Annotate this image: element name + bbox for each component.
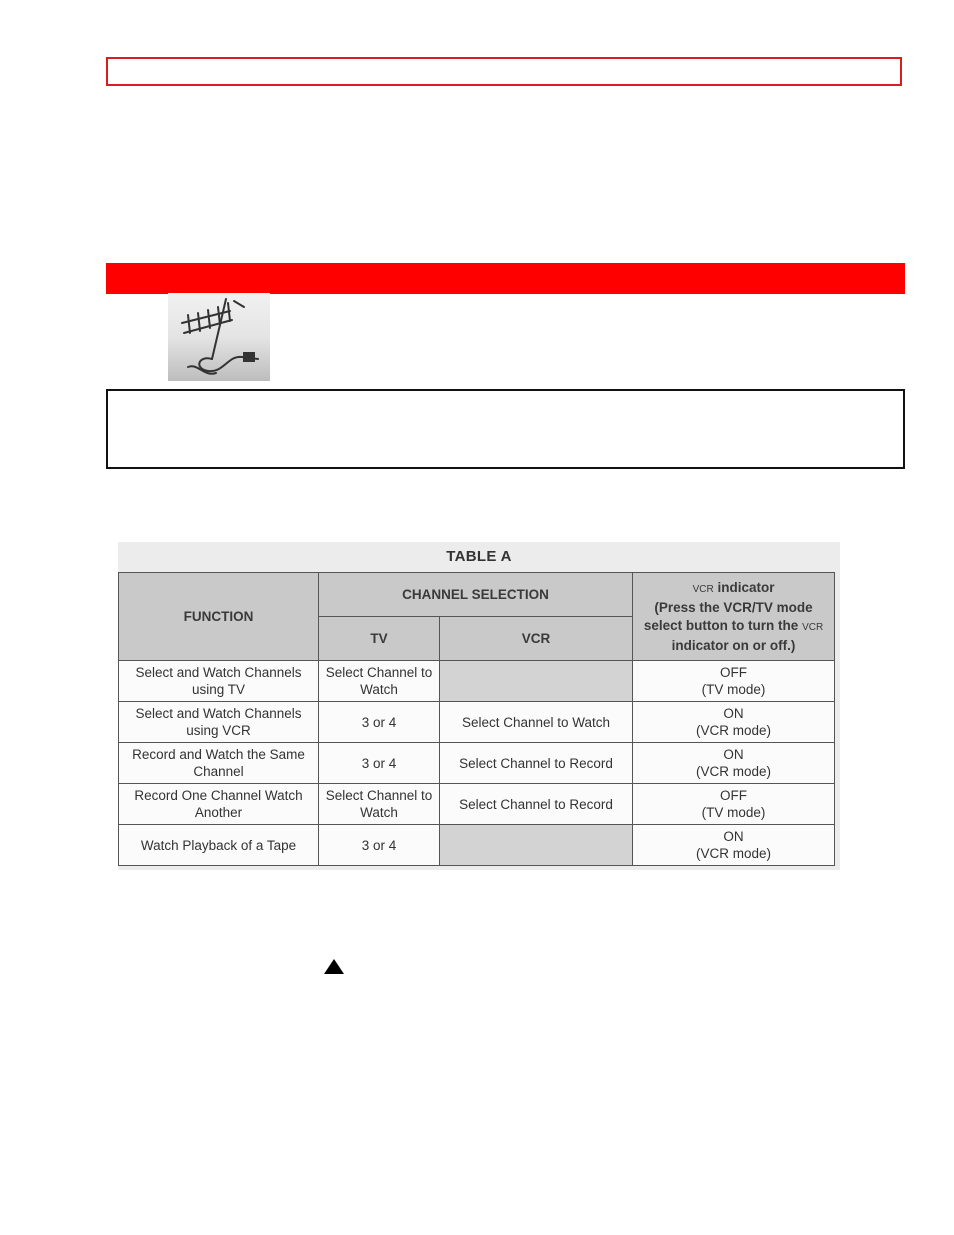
cell-function: Select and Watch Channels using TV (119, 661, 319, 702)
cell-vcr: Select Channel to Record (440, 743, 633, 784)
table-row (119, 661, 835, 702)
table-row (119, 784, 835, 825)
indicator-mode: (VCR mode) (696, 764, 772, 779)
section-bar (106, 263, 905, 294)
cell-tv: Select Channel to Watch (319, 661, 440, 702)
cell-indicator (633, 661, 835, 702)
cell-indicator (633, 825, 835, 866)
indicator-note-prefix: VCR (802, 621, 824, 633)
indicator-mode: (VCR mode) (696, 846, 772, 861)
indicator-state: OFF (720, 788, 748, 803)
table-row (119, 743, 835, 784)
header-frame (106, 57, 902, 86)
antenna-icon (168, 293, 270, 381)
table-title: TABLE A (446, 548, 512, 565)
header-tv: TV (319, 617, 440, 661)
channel-selection-table (118, 572, 835, 866)
indicator-state: ON (723, 747, 744, 762)
cell-function: Watch Playback of a Tape (119, 825, 319, 866)
cell-indicator (633, 702, 835, 743)
indicator-mode: (VCR mode) (696, 723, 772, 738)
cell-vcr (440, 825, 633, 866)
indicator-note-2: indicator on or off.) (671, 637, 796, 653)
indicator-note-1: (Press the VCR/TV mode select button to turn the (643, 599, 813, 633)
cell-tv: Select Channel to Watch (319, 784, 440, 825)
up-triangle-icon[interactable] (324, 959, 344, 974)
header-vcr: VCR (440, 617, 633, 661)
cell-tv: 3 or 4 (319, 702, 440, 743)
table-row (119, 702, 835, 743)
table-row (119, 825, 835, 866)
cell-function: Record One Channel Watch Another (119, 784, 319, 825)
indicator-label: indicator (717, 579, 775, 595)
header-indicator (633, 573, 835, 661)
cell-function: Select and Watch Channels using VCR (119, 702, 319, 743)
header-channel-selection: CHANNEL SELECTION (319, 573, 633, 617)
indicator-mode: (TV mode) (701, 805, 766, 820)
indicator-mode: (TV mode) (701, 682, 766, 697)
indicator-state: ON (723, 706, 744, 721)
header-function: FUNCTION (119, 573, 319, 661)
cell-function: Record and Watch the Same Channel (119, 743, 319, 784)
cell-tv: 3 or 4 (319, 825, 440, 866)
cell-tv: 3 or 4 (319, 743, 440, 784)
cell-vcr (440, 661, 633, 702)
note-box (106, 389, 905, 469)
cell-indicator (633, 784, 835, 825)
cell-indicator (633, 743, 835, 784)
cell-vcr: Select Channel to Watch (440, 702, 633, 743)
indicator-state: ON (723, 829, 744, 844)
indicator-prefix: VCR (692, 583, 714, 595)
indicator-state: OFF (720, 665, 748, 680)
cell-vcr: Select Channel to Record (440, 784, 633, 825)
table-a-image (118, 542, 840, 870)
